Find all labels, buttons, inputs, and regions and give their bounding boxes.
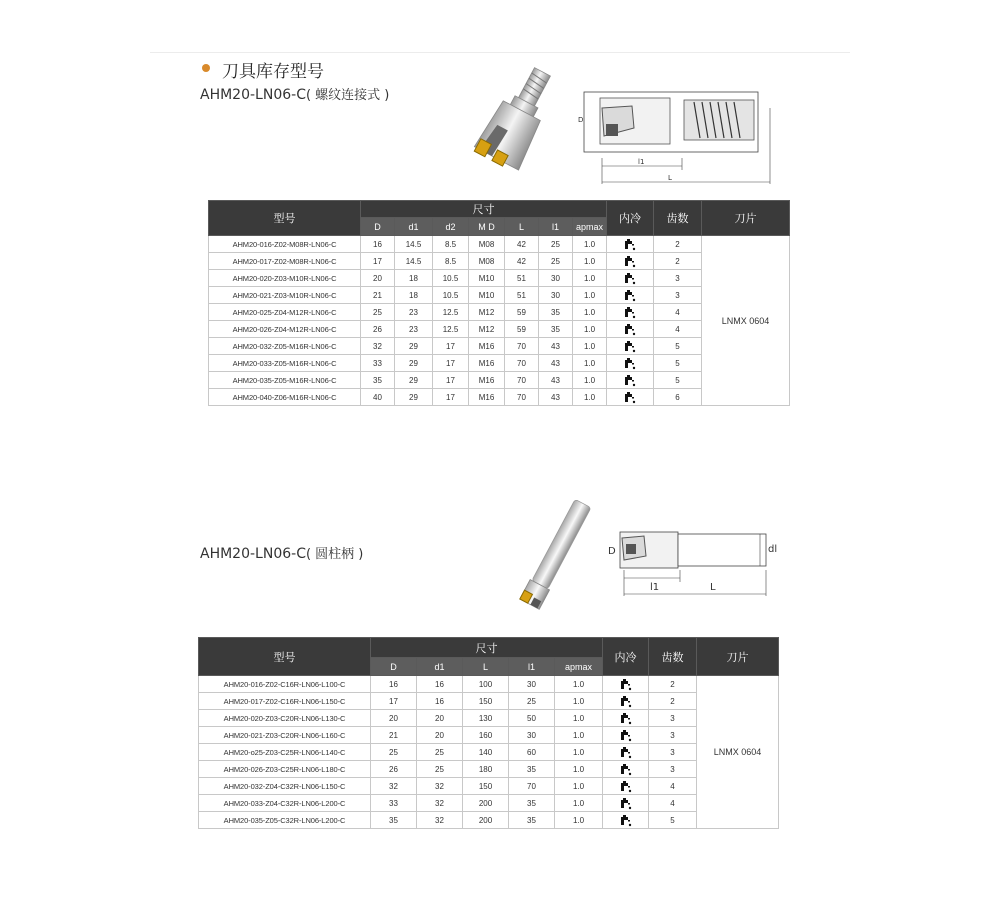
- cell-d1: 29: [395, 389, 433, 406]
- product-1-title: [200, 84, 389, 103]
- cell-d1: 29: [395, 372, 433, 389]
- cell-coolant: [607, 287, 654, 304]
- cell-teeth: 3: [649, 710, 697, 727]
- cell-d2: 17: [433, 372, 469, 389]
- cell-d1: 29: [395, 338, 433, 355]
- cell-d1: 32: [417, 778, 463, 795]
- coolant-icon: [624, 374, 636, 387]
- cell-model: AHM20-016-Z02-M08R-LN06-C: [209, 236, 361, 253]
- cell-l: 140: [463, 744, 509, 761]
- cell-l1: 60: [509, 744, 555, 761]
- table-row: [199, 761, 779, 778]
- cell-teeth: 6: [654, 389, 702, 406]
- product-2-model: AHM20-LN06-C: [200, 546, 306, 562]
- cell-d1: 25: [417, 744, 463, 761]
- cell-coolant: [607, 355, 654, 372]
- coolant-icon: [620, 797, 632, 810]
- th-dim: d2: [433, 218, 469, 236]
- product-1-type: ( 螺纹连接式 ): [305, 88, 390, 103]
- cell-d1: 16: [417, 676, 463, 693]
- coolant-icon: [620, 695, 632, 708]
- cell-d: 21: [361, 287, 395, 304]
- cell-model: AHM20-016-Z02-C16R-LN06-L100-C: [199, 676, 371, 693]
- coolant-icon: [624, 340, 636, 353]
- cell-coolant: [603, 795, 649, 812]
- cell-l1: 25: [539, 236, 573, 253]
- cell-d1: 18: [395, 287, 433, 304]
- cell-teeth: 3: [649, 761, 697, 778]
- table-row: [199, 710, 779, 727]
- th-dim: l1: [509, 658, 555, 676]
- cell-d2: 17: [433, 355, 469, 372]
- cell-md: M08: [469, 236, 505, 253]
- cell-l: 59: [505, 321, 539, 338]
- cell-d2: 10.5: [433, 287, 469, 304]
- th-coolant: 内冷: [607, 201, 654, 236]
- coolant-icon: [624, 323, 636, 336]
- cell-apmax: 1.0: [573, 372, 607, 389]
- cell-md: M16: [469, 355, 505, 372]
- coolant-icon: [620, 746, 632, 759]
- cell-coolant: [603, 761, 649, 778]
- cell-apmax: 1.0: [555, 676, 603, 693]
- cell-model: AHM20-021-Z03-C20R-LN06-L160-C: [199, 727, 371, 744]
- cell-teeth: 5: [654, 338, 702, 355]
- cell-d: 33: [371, 795, 417, 812]
- cell-l1: 70: [509, 778, 555, 795]
- drawing-2-label-dl: dl: [768, 544, 778, 555]
- cell-d2: 17: [433, 389, 469, 406]
- th-coolant: 内冷: [603, 638, 649, 676]
- cell-model: AHM20-o25-Z03-C25R-LN06-L140-C: [199, 744, 371, 761]
- cell-coolant: [603, 727, 649, 744]
- cell-coolant: [607, 321, 654, 338]
- cell-model: AHM20-026-Z03-C25R-LN06-L180-C: [199, 761, 371, 778]
- cell-model: AHM20-035-Z05-M16R-LN06-C: [209, 372, 361, 389]
- cell-apmax: 1.0: [555, 778, 603, 795]
- section-title: 刀具库存型号: [222, 62, 324, 82]
- cell-md: M16: [469, 338, 505, 355]
- cell-d2: 12.5: [433, 304, 469, 321]
- cell-coolant: [607, 372, 654, 389]
- cell-l: 200: [463, 795, 509, 812]
- cell-d1: 32: [417, 795, 463, 812]
- th-dim: apmax: [555, 658, 603, 676]
- cell-teeth: 2: [649, 676, 697, 693]
- cell-coolant: [607, 304, 654, 321]
- cell-d: 16: [361, 236, 395, 253]
- coolant-icon: [624, 357, 636, 370]
- cell-l1: 30: [509, 727, 555, 744]
- cell-teeth: 5: [654, 372, 702, 389]
- th-dim: d1: [395, 218, 433, 236]
- cell-l: 70: [505, 338, 539, 355]
- th-size: 尺寸: [361, 201, 607, 218]
- cell-md: M16: [469, 389, 505, 406]
- cell-coolant: [607, 270, 654, 287]
- drawing-2-label-l1: l1: [650, 582, 660, 593]
- cell-apmax: 1.0: [573, 321, 607, 338]
- th-dim: L: [463, 658, 509, 676]
- cell-teeth: 3: [654, 270, 702, 287]
- th-dim: L: [505, 218, 539, 236]
- cell-model: AHM20-017-Z02-C16R-LN06-L150-C: [199, 693, 371, 710]
- cell-l: 100: [463, 676, 509, 693]
- cell-teeth: 4: [654, 304, 702, 321]
- cell-teeth: 5: [649, 812, 697, 829]
- cell-coolant: [603, 812, 649, 829]
- th-dim: M D: [469, 218, 505, 236]
- cell-d: 35: [371, 812, 417, 829]
- th-size: 尺寸: [371, 638, 603, 658]
- drawing-1-label-L: L: [668, 174, 672, 182]
- cell-md: M08: [469, 253, 505, 270]
- cell-d1: 23: [395, 321, 433, 338]
- cell-teeth: 3: [649, 744, 697, 761]
- cell-md: M12: [469, 321, 505, 338]
- cell-d: 33: [361, 355, 395, 372]
- cell-coolant: [607, 253, 654, 270]
- cell-l1: 50: [509, 710, 555, 727]
- table-row: [199, 693, 779, 710]
- cell-md: M10: [469, 270, 505, 287]
- cell-l: 130: [463, 710, 509, 727]
- cell-model: AHM20-033-Z04-C32R-LN06-L200-C: [199, 795, 371, 812]
- cell-md: M16: [469, 372, 505, 389]
- cell-teeth: 5: [654, 355, 702, 372]
- table-row: [199, 727, 779, 744]
- cell-apmax: 1.0: [555, 727, 603, 744]
- cell-apmax: 1.0: [555, 812, 603, 829]
- cell-l: 70: [505, 355, 539, 372]
- product-2-title: [200, 543, 363, 562]
- th-model: 型号: [199, 638, 371, 676]
- table-row: [199, 795, 779, 812]
- cell-d: 26: [371, 761, 417, 778]
- cell-l1: 30: [539, 287, 573, 304]
- cell-d: 21: [371, 727, 417, 744]
- cell-l1: 30: [509, 676, 555, 693]
- cell-l: 200: [463, 812, 509, 829]
- cell-teeth: 4: [649, 795, 697, 812]
- spec-table-shank: [198, 637, 779, 829]
- cell-d: 25: [361, 304, 395, 321]
- cell-insert: LNMX 0604: [697, 676, 779, 829]
- cell-l1: 35: [509, 795, 555, 812]
- cell-l1: 25: [509, 693, 555, 710]
- cell-coolant: [607, 389, 654, 406]
- cell-apmax: 1.0: [573, 338, 607, 355]
- th-insert: 刀片: [702, 201, 790, 236]
- coolant-icon: [624, 238, 636, 251]
- cell-l1: 25: [539, 253, 573, 270]
- cell-l1: 43: [539, 338, 573, 355]
- cell-l: 51: [505, 287, 539, 304]
- cell-apmax: 1.0: [555, 761, 603, 778]
- cell-l1: 35: [509, 812, 555, 829]
- th-dim: d1: [417, 658, 463, 676]
- th-dim: l1: [539, 218, 573, 236]
- section-bullet-icon: [202, 64, 210, 72]
- cell-l: 70: [505, 372, 539, 389]
- cell-d1: 32: [417, 812, 463, 829]
- cell-l1: 43: [539, 355, 573, 372]
- th-model: 型号: [209, 201, 361, 236]
- cell-coolant: [603, 693, 649, 710]
- drawing-1-label-D: D: [578, 116, 584, 124]
- threaded-cutter-photo: [462, 62, 562, 192]
- drawing-2-label-D: D: [608, 546, 616, 557]
- cell-model: AHM20-026-Z04-M12R-LN06-C: [209, 321, 361, 338]
- cell-d2: 10.5: [433, 270, 469, 287]
- table-row: [199, 744, 779, 761]
- cell-apmax: 1.0: [573, 389, 607, 406]
- coolant-icon: [620, 780, 632, 793]
- coolant-icon: [620, 814, 632, 827]
- shank-cutter-drawing: [604, 524, 784, 604]
- coolant-icon: [620, 678, 632, 691]
- cell-d: 26: [361, 321, 395, 338]
- cell-apmax: 1.0: [573, 253, 607, 270]
- cell-md: M12: [469, 304, 505, 321]
- cell-model: AHM20-017-Z02-M08R-LN06-C: [209, 253, 361, 270]
- cell-model: AHM20-020-Z03-C20R-LN06-L130-C: [199, 710, 371, 727]
- cell-model: AHM20-020-Z03-M10R-LN06-C: [209, 270, 361, 287]
- product-2-type: ( 圆柱柄 ): [305, 547, 364, 562]
- drawing-1-label-l1: l1: [638, 158, 645, 166]
- cell-coolant: [603, 676, 649, 693]
- cell-model: AHM20-040-Z06-M16R-LN06-C: [209, 389, 361, 406]
- cell-d1: 29: [395, 355, 433, 372]
- cell-apmax: 1.0: [573, 355, 607, 372]
- cell-teeth: 4: [649, 778, 697, 795]
- cell-apmax: 1.0: [555, 693, 603, 710]
- coolant-icon: [620, 763, 632, 776]
- table-row: [199, 778, 779, 795]
- cell-d: 17: [361, 253, 395, 270]
- cell-d1: 20: [417, 727, 463, 744]
- shank-cutter-photo: [498, 500, 608, 620]
- cell-d2: 17: [433, 338, 469, 355]
- coolant-icon: [620, 712, 632, 725]
- cell-apmax: 1.0: [555, 744, 603, 761]
- coolant-icon: [624, 255, 636, 268]
- coolant-icon: [624, 289, 636, 302]
- cell-apmax: 1.0: [555, 795, 603, 812]
- cell-model: AHM20-021-Z03-M10R-LN06-C: [209, 287, 361, 304]
- coolant-icon: [624, 391, 636, 404]
- cell-d: 20: [361, 270, 395, 287]
- cell-l1: 43: [539, 372, 573, 389]
- cell-apmax: 1.0: [573, 270, 607, 287]
- cell-l1: 43: [539, 389, 573, 406]
- cell-l: 42: [505, 253, 539, 270]
- cell-l: 160: [463, 727, 509, 744]
- cell-teeth: 3: [649, 727, 697, 744]
- threaded-cutter-drawing: [574, 88, 774, 188]
- th-teeth: 齿数: [654, 201, 702, 236]
- cell-d: 17: [371, 693, 417, 710]
- cell-d1: 20: [417, 710, 463, 727]
- product-1-model: AHM20-LN06-C: [200, 87, 306, 103]
- cell-teeth: 2: [649, 693, 697, 710]
- spec-table-threaded: [208, 200, 790, 406]
- cell-d: 20: [371, 710, 417, 727]
- cell-d2: 8.5: [433, 236, 469, 253]
- cell-l: 42: [505, 236, 539, 253]
- cell-insert: LNMX 0604: [702, 236, 790, 406]
- cell-d1: 16: [417, 693, 463, 710]
- cell-model: AHM20-025-Z04-M12R-LN06-C: [209, 304, 361, 321]
- th-insert: 刀片: [697, 638, 779, 676]
- cell-apmax: 1.0: [573, 287, 607, 304]
- cell-l1: 35: [539, 321, 573, 338]
- cell-l1: 35: [539, 304, 573, 321]
- cell-md: M10: [469, 287, 505, 304]
- cell-d1: 23: [395, 304, 433, 321]
- cell-d: 25: [371, 744, 417, 761]
- cell-teeth: 2: [654, 253, 702, 270]
- cell-l: 59: [505, 304, 539, 321]
- drawing-2-label-L: L: [710, 582, 716, 593]
- th-dim: apmax: [573, 218, 607, 236]
- cell-teeth: 4: [654, 321, 702, 338]
- cell-l: 70: [505, 389, 539, 406]
- cell-coolant: [607, 338, 654, 355]
- table-row: [209, 236, 790, 253]
- cell-d2: 8.5: [433, 253, 469, 270]
- cell-coolant: [603, 778, 649, 795]
- cell-d: 32: [371, 778, 417, 795]
- cell-d1: 14.5: [395, 253, 433, 270]
- cell-apmax: 1.0: [573, 304, 607, 321]
- cell-apmax: 1.0: [573, 236, 607, 253]
- cell-d1: 18: [395, 270, 433, 287]
- cell-d1: 14.5: [395, 236, 433, 253]
- cell-coolant: [603, 710, 649, 727]
- cell-teeth: 2: [654, 236, 702, 253]
- table-row: [199, 812, 779, 829]
- cell-d: 32: [361, 338, 395, 355]
- cell-model: AHM20-032-Z05-M16R-LN06-C: [209, 338, 361, 355]
- cell-d: 16: [371, 676, 417, 693]
- cell-l: 180: [463, 761, 509, 778]
- cell-l: 150: [463, 778, 509, 795]
- th-dim: D: [361, 218, 395, 236]
- cell-model: AHM20-035-Z05-C32R-LN06-L200-C: [199, 812, 371, 829]
- cell-model: AHM20-033-Z05-M16R-LN06-C: [209, 355, 361, 372]
- cell-model: AHM20-032-Z04-C32R-LN06-L150-C: [199, 778, 371, 795]
- cell-teeth: 3: [654, 287, 702, 304]
- cell-l1: 35: [509, 761, 555, 778]
- coolant-icon: [620, 729, 632, 742]
- cell-apmax: 1.0: [555, 710, 603, 727]
- cell-coolant: [603, 744, 649, 761]
- table-row: [199, 676, 779, 693]
- cell-l1: 30: [539, 270, 573, 287]
- cell-l: 150: [463, 693, 509, 710]
- cell-d2: 12.5: [433, 321, 469, 338]
- cell-coolant: [607, 236, 654, 253]
- cell-d: 40: [361, 389, 395, 406]
- coolant-icon: [624, 272, 636, 285]
- cell-d: 35: [361, 372, 395, 389]
- th-teeth: 齿数: [649, 638, 697, 676]
- top-divider: [150, 52, 850, 53]
- cell-d1: 25: [417, 761, 463, 778]
- th-dim: D: [371, 658, 417, 676]
- coolant-icon: [624, 306, 636, 319]
- cell-l: 51: [505, 270, 539, 287]
